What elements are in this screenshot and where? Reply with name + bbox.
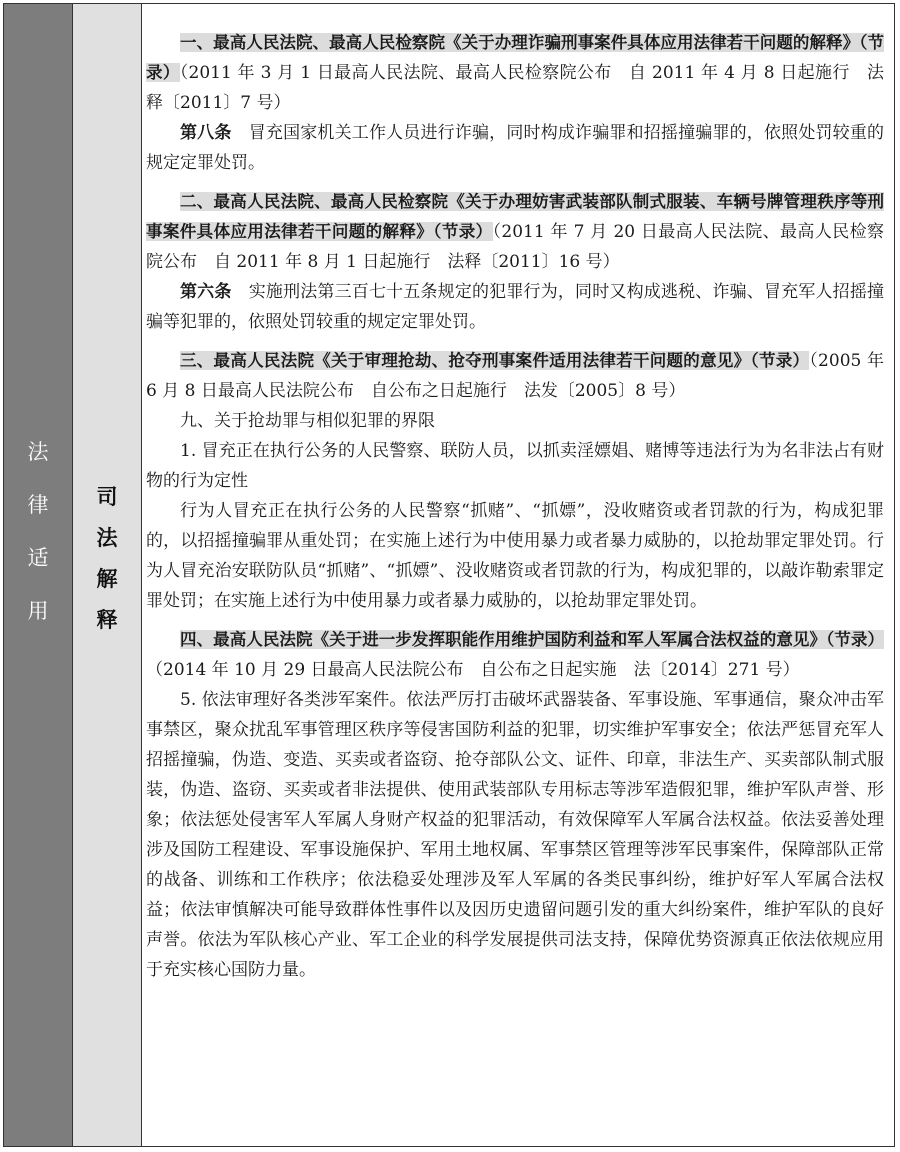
body-paragraph: 行为人冒充正在执行公务的人民警察“抓赌”、“抓嫖”，没收赌资或者罚款的行为，构成犯罪的，以招摇撞骗罪从重处罚；在实施上述行为中使用暴力或者暴力威胁的，以抢劫罪定罪处罚。行为人冒充治安联防队员“抓赌”、“抓嫖”、没收赌资或者罚款的行为，构成犯罪的，以敲诈勒索罪定罪处罚；在实施上述行为中使用暴力或者暴力威胁的，以抢劫罪定罪处罚。 xyxy=(146,501,884,611)
document-content xyxy=(146,28,884,994)
section-heading-paragraph xyxy=(146,187,884,277)
point-heading: 1. 冒充正在执行公务的人民警察、联防人员，以抓卖淫嫖娼、赌博等违法行为为名非法占有财物的行为定性 xyxy=(146,441,884,491)
section-heading-paragraph xyxy=(146,346,884,406)
source-note: （2005 年 6 月 8 日最高人民法院公布 自公布之日起施行 法发〔2005〕8 号） xyxy=(146,351,885,401)
section-heading: 四、最高人民法院《关于进一步发挥职能作用维护国防利益和军人军属合法权益的意见》（节录） xyxy=(180,630,884,649)
subcategory-column xyxy=(73,4,142,1146)
source-note: （2011 年 7 月 20 日最高人民法院、最高人民检察院公布 自 2011 年 8 月 1 日起施行 法释〔2011〕16 号） xyxy=(146,222,885,272)
section-4 xyxy=(146,625,884,985)
category-column xyxy=(4,4,73,1146)
article-paragraph xyxy=(146,118,884,178)
subheading: 九、关于抢劫罪与相似犯罪的界限 xyxy=(180,411,435,431)
section-heading-paragraph xyxy=(146,625,884,685)
article-label: 第六条 xyxy=(180,282,232,302)
section-3 xyxy=(146,346,884,616)
source-note: （2014 年 10 月 29 日最高人民法院公布 自公布之日起实施 法〔2014〕271 号） xyxy=(146,660,800,680)
source-note: （2011 年 3 月 1 日最高人民法院、最高人民检察院公布 自 2011 年 4 月 8 日起施行 法释〔2011〕7 号） xyxy=(146,63,885,113)
article-label: 第八条 xyxy=(180,123,232,143)
subcategory-label: 司 法 解 释 xyxy=(96,485,118,632)
section-2 xyxy=(146,187,884,337)
section-heading: 三、最高人民法院《关于审理抢劫、抢夺刑事案件适用法律若干问题的意见》（节录） xyxy=(180,351,810,370)
section-heading: 二、最高人民法院、最高人民检察院《关于办理妨害武装部队制式服装、车辆号牌管理秩序等刑事案件具体应用法律若干问题的解释》（节录） xyxy=(146,192,884,241)
article-text: 实施刑法第三百七十五条规定的犯罪行为，同时又构成逃税、诈骗、冒充军人招摇撞骗等犯罪的，依照处罚较重的规定定罪处罚。 xyxy=(146,282,885,332)
body-paragraph: 5. 依法审理好各类涉军案件。依法严厉打击破坏武器装备、军事设施、军事通信，聚众冲击军事禁区，聚众扰乱军事管理区秩序等侵害国防利益的犯罪，切实维护军事安全；依法严惩冒充军人招摇撞骗，伪造、变造、买卖或者盗窃、抢夺部队公文、证件、印章，非法生产、买卖部队制式服装，伪造、盗窃、买卖或者非法提供、使用武装部队专用标志等涉军造假犯罪，维护军队声誉、形象；依法惩处侵害军人军属人身财产权益的犯罪活动，有效保障军人军属合法权益。依法妥善处理涉及国防工程建设、军事设施保护、军用土地权属、军事禁区管理等涉军民事案件，保障部队正常的战备、训练和工作秩序；依法稳妥处理涉及军人军属的各类民事纠纷，维护好军人军属合法权益；依法审慎解决可能导致群体性事件以及因历史遗留问题引发的重大纠纷案件，维护军队的良好声誉。依法为军队核心产业、军工企业的科学发展提供司法支持，保障优势资源真正依法依规应用于充实核心国防力量。 xyxy=(146,690,884,980)
article-text: 冒充国家机关工作人员进行诈骗，同时构成诈骗罪和招摇撞骗罪的，依照处罚较重的规定定罪处罚。 xyxy=(146,123,885,173)
category-label: 法 律 适 用 xyxy=(27,440,49,623)
section-heading: 一、最高人民法院、最高人民检察院《关于办理诈骗刑事案件具体应用法律若干问题的解释》（节录） xyxy=(146,33,884,82)
article-paragraph xyxy=(146,277,884,337)
section-1 xyxy=(146,28,884,178)
section-heading-paragraph xyxy=(146,28,884,118)
